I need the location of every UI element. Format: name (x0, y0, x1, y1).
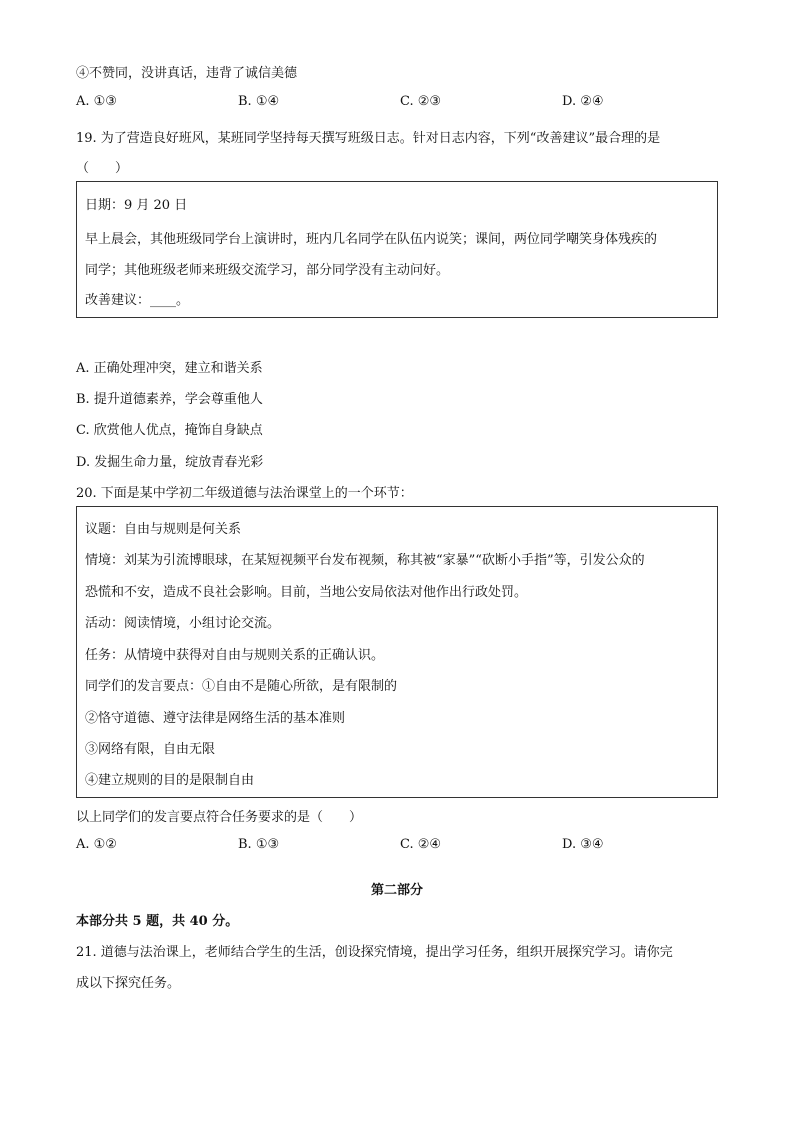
q20-topic: 议题：自由与规则是何关系 (85, 522, 242, 537)
q20-choice-b: B. ①③ (238, 837, 280, 852)
q21-stem-1: 21. 道德与法治课上，老师结合学生的生活，创设探究情境，提出学习任务，组织开展探究学习。请你完 (76, 945, 673, 960)
q20-point-2: ②恪守道德、遵守法律是网络生活的基本准则 (85, 711, 346, 726)
q20-question: 以上同学们的发言要点符合任务要求的是（ ） (76, 810, 363, 825)
q19-diary-content-2: 同学；其他班级老师来班级交流学习，部分同学没有主动问好。 (85, 263, 450, 278)
q20-choice-d: D. ③④ (562, 837, 604, 852)
part2-summary: 本部分共 5 题，共 40 分。 (76, 914, 239, 929)
q19-option-c: C. 欣赏他人优点，掩饰自身缺点 (76, 423, 263, 438)
q20-points-intro: 同学们的发言要点：①自由不是随心所欲，是有限制的 (85, 679, 398, 694)
q20-scenario-2: 恐慌和不安，造成不良社会影响。目前，当地公安局依法对他作出行政处罚。 (85, 585, 528, 600)
q19-diary-content-1: 早上晨会，其他班级同学台上演讲时，班内几名同学在队伍内说笑；课间，两位同学嘲笑身体残疾的 (85, 232, 658, 247)
q19-diary-box (76, 181, 718, 318)
q19-option-b: B. 提升道德素养，学会尊重他人 (76, 392, 263, 407)
q20-task: 任务：从情境中获得对自由与规则关系的正确认识。 (85, 648, 385, 663)
q20-choice-a: A. ①② (76, 837, 117, 852)
q19-option-d: D. 发掘生命力量，绽放青春光彩 (76, 455, 264, 470)
q18-option-4: ④不赞同，没讲真话，违背了诚信美德 (76, 66, 298, 81)
q20-scenario-1: 情境：刘某为引流博眼球，在某短视频平台发布视频，称其被“家暴”“砍断小手指”等，引发公众的 (85, 553, 645, 568)
q20-point-4: ④建立规则的目的是限制自由 (85, 773, 255, 788)
q20-choice-c: C. ②④ (400, 837, 442, 852)
q18-choice-c: C. ②③ (400, 94, 442, 109)
q18-choice-d: D. ②④ (562, 94, 604, 109)
q18-choice-a: A. ①③ (76, 94, 117, 109)
part2-title: 第二部分 (370, 883, 423, 898)
q19-diary-suggestion: 改善建议：____。 (85, 293, 190, 308)
q20-stem: 20. 下面是某中学初二年级道德与法治课堂上的一个环节： (76, 486, 413, 501)
q19-answer-blank: （ ） (76, 161, 129, 176)
q20-point-3: ③网络有限，自由无限 (85, 742, 216, 757)
q21-stem-2: 成以下探究任务。 (76, 976, 181, 991)
q19-diary-date: 日期：9 月 20 日 (85, 198, 188, 213)
q18-choice-b: B. ①④ (238, 94, 280, 109)
q19-stem: 19. 为了营造良好班风，某班同学坚持每天撰写班级日志。针对日志内容，下列“改善建议”最合理的是 (76, 131, 661, 146)
q19-option-a: A. 正确处理冲突，建立和谐关系 (76, 361, 263, 376)
q20-lesson-box (76, 506, 718, 798)
q20-activity: 活动：阅读情境，小组讨论交流。 (85, 616, 281, 631)
